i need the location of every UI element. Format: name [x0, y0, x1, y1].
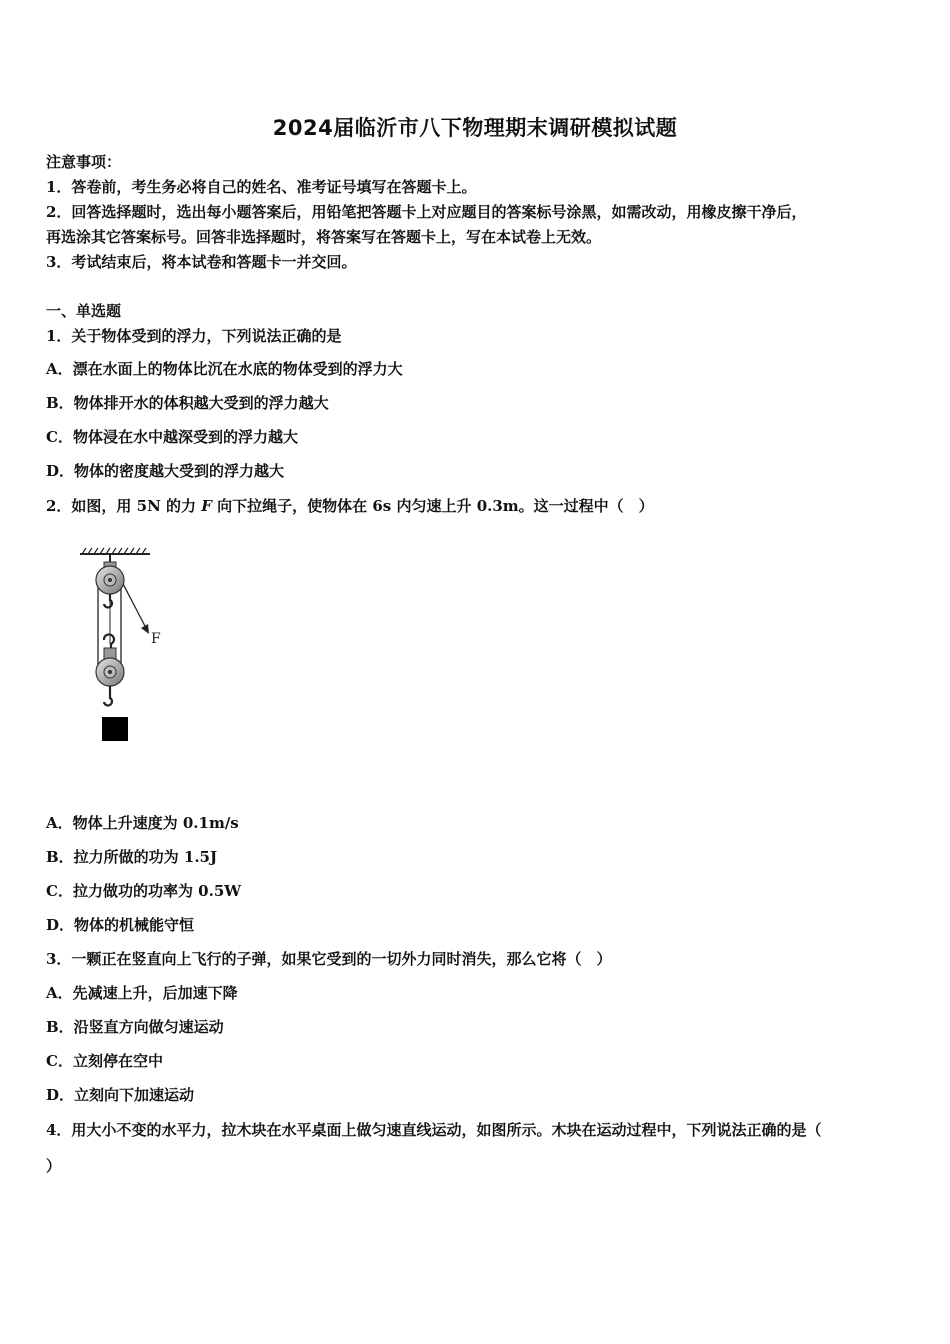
- question-4-stem-line-1: 4．用大小不变的水平力，拉木块在水平桌面上做匀速直线运动，如图所示。木块在运动过程中，下列说法正确的是（: [46, 1121, 822, 1139]
- fixed-pulley: [96, 562, 124, 607]
- force-arrow: [121, 580, 149, 634]
- question-3-option-a: A．先减速上升，后加速下降: [46, 984, 238, 1002]
- question-2-stem-part-1: 2．如图，用 5N 的力: [46, 497, 202, 515]
- question-1-option-d: D．物体的密度越大受到的浮力越大: [46, 462, 285, 480]
- note-item-2-line-2: 再选涂其它答案标号。回答非选择题时，将答案写在答题卡上，写在本试卷上无效。: [46, 228, 602, 246]
- notes-heading: 注意事项：: [46, 153, 122, 171]
- question-3-option-b: B．沿竖直方向做匀速运动: [46, 1018, 224, 1036]
- question-3-stem: 3．一颗正在竖直向上飞行的子弹，如果它受到的一切外力同时消失，那么它将（ ）: [46, 950, 612, 968]
- question-2-option-c: C．拉力做功的功率为 0.5W: [46, 882, 242, 900]
- question-2-option-a: A．物体上升速度为 0.1m/s: [46, 814, 239, 832]
- note-item-1: 1．答卷前，考生务必将自己的姓名、准考证号填写在答题卡上。: [46, 178, 477, 196]
- question-1-option-a: A．漂在水面上的物体比沉在水底的物体受到的浮力大: [46, 360, 403, 378]
- section-heading: 一、单选题: [46, 302, 122, 320]
- movable-pulley: [96, 634, 124, 705]
- page-title: 2024届临沂市八下物理期末调研模拟试题: [272, 116, 678, 140]
- question-1-option-c: C．物体浸在水中越深受到的浮力越大: [46, 428, 298, 446]
- pulley-system-figure: [74, 544, 184, 749]
- question-2-stem: [46, 496, 654, 516]
- question-1-option-b: B．物体排开水的体积越大受到的浮力越大: [46, 394, 329, 412]
- question-2-stem-part-2: 向下拉绳子，使物体在 6s 内匀速上升 0.3m。这一过程中（ ）: [211, 497, 654, 515]
- question-3-option-d: D．立刻向下加速运动: [46, 1086, 195, 1104]
- force-label: F: [151, 631, 161, 647]
- note-item-3: 3．考试结束后，将本试卷和答题卡一并交回。: [46, 253, 357, 271]
- question-1-stem: 1．关于物体受到的浮力，下列说法正确的是: [46, 327, 342, 345]
- note-item-2-line-1: 2．回答选择题时，选出每小题答案后，用铅笔把答题卡上对应题目的答案标号涂黑，如需改动，用橡皮擦干净后，: [46, 203, 807, 221]
- hanging-block: [102, 717, 128, 741]
- question-2-option-d: D．物体的机械能守恒: [46, 916, 195, 934]
- question-3-option-c: C．立刻停在空中: [46, 1052, 163, 1070]
- question-2-stem-force-symbol: F: [201, 497, 212, 515]
- question-2-option-b: B．拉力所做的功为 1.5J: [46, 848, 218, 866]
- question-4-stem-line-2: ）: [46, 1157, 62, 1175]
